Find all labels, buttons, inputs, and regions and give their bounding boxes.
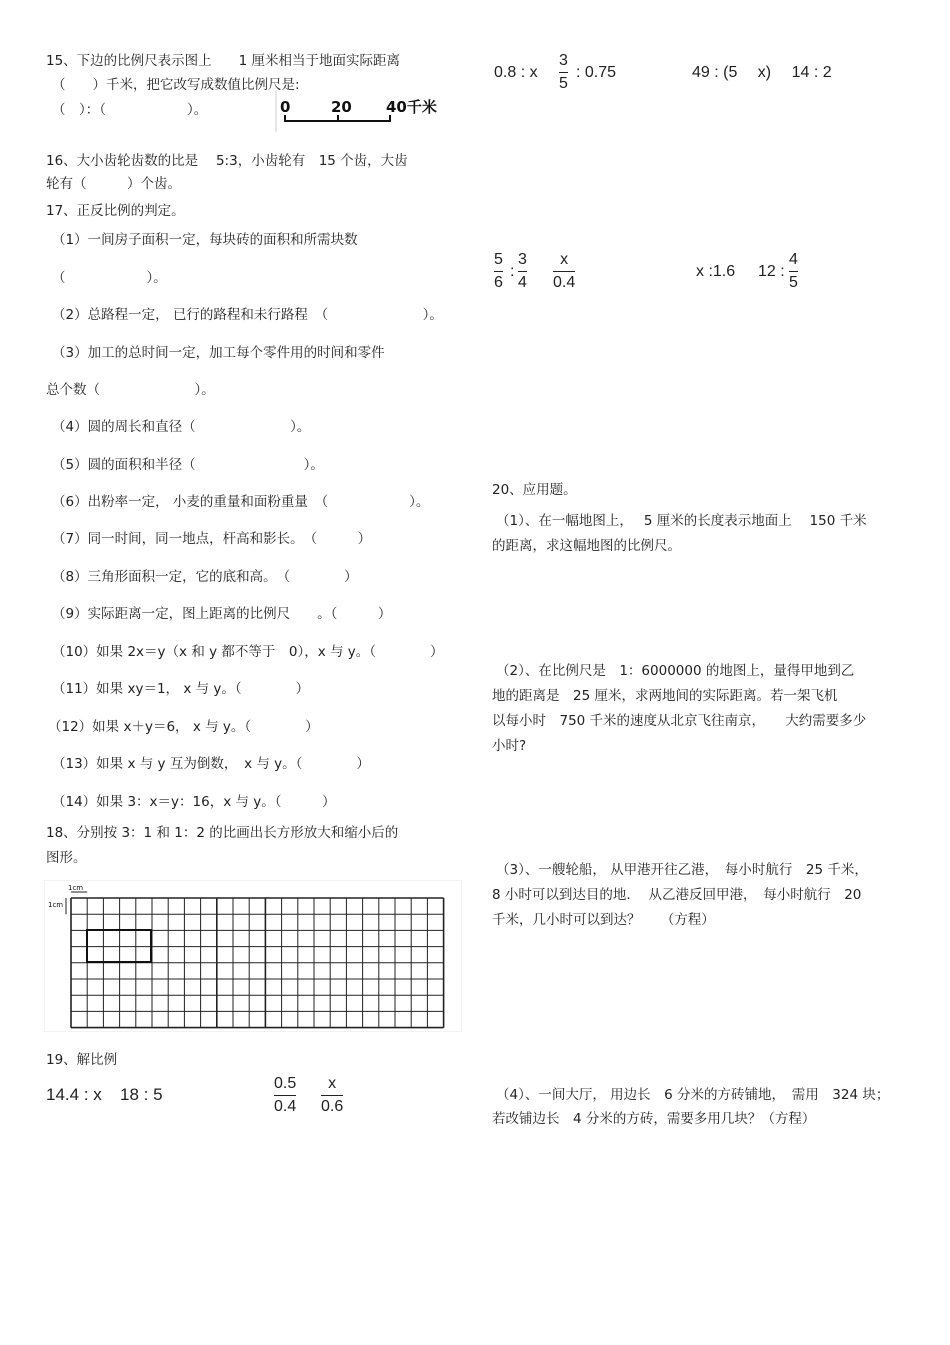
eq6-mid: 12 :: [758, 263, 785, 280]
q15-line1: 15、下边的比例尺表示图上 1 厘米相当于地面实际距离: [46, 53, 401, 69]
q20-p4-line: 若改铺边长 4 分米的方砖，需要多用几块？（方程）: [492, 1111, 816, 1127]
q15-line2: （ ）千米，把它改写成数值比例尺是:: [52, 77, 300, 93]
q19-title: 19、解比例: [46, 1052, 118, 1068]
eq1-left: 14.4 : x: [46, 1085, 102, 1104]
q16-line1: 16、大小齿轮齿数的比是 5:3，小齿轮有 15 个齿，大齿: [46, 153, 408, 169]
q17-item: 总个数（ ）。: [46, 382, 215, 398]
q20-title: 20、应用题。: [492, 482, 577, 498]
numerator: 0.5: [274, 1075, 297, 1092]
q17-item: （3）加工的总时间一定，加工每个零件用的时间和零件: [52, 345, 385, 361]
eq5-sep: :: [510, 263, 515, 280]
eq1-right: 18 : 5: [120, 1085, 163, 1104]
q18-line1: 18、分别按 3：1 和 1：2 的比画出长方形放大和缩小后的: [46, 825, 399, 841]
eq2-fraction-right: [321, 1074, 343, 1116]
scale-label-20: 20: [331, 98, 352, 116]
q17-item: （7）同一时间，同一地点，杆高和影长。 （ ）: [52, 531, 372, 547]
eq6-left: x :1.6: [696, 263, 736, 280]
q17-item: （1）一间房子面积一定，每块砖的面积和所需块数: [52, 232, 358, 248]
q17-item: （ ）。: [52, 270, 167, 286]
q20-p2-line: 小时?: [492, 738, 527, 754]
grid-figure: [44, 880, 462, 1032]
denominator: 6: [494, 274, 503, 291]
q17-item: （2）总路程一定， 已行的路程和未行路程 （ ）。: [52, 307, 443, 323]
denominator: 5: [559, 75, 568, 92]
grid-label-height: 1cm: [48, 901, 64, 909]
scale-label-0: 0: [280, 98, 291, 116]
numerator: 3: [559, 52, 568, 69]
denominator: 5: [789, 274, 798, 291]
numerator: 4: [789, 251, 798, 268]
denominator: 4: [518, 274, 527, 291]
denominator: 0.4: [274, 1098, 297, 1115]
numerator: x: [560, 251, 569, 268]
denominator: 0.4: [553, 274, 576, 291]
q17-item: （10）如果 2x＝y（x 和 y 都不等于 0），x 与 y。（ ）: [52, 644, 444, 660]
scale-bar-figure: [275, 88, 445, 134]
numerator: 3: [518, 251, 527, 268]
eq3-fraction: [559, 51, 568, 93]
q17-item: （14）如果 3：x＝y：16，x 与 y。（ ）: [52, 794, 336, 810]
eq5-fraction-2: [518, 250, 527, 292]
q17-title: 17、正反比例的判定。: [46, 203, 185, 219]
eq5-fraction-3: [553, 250, 575, 292]
eq5-fraction-1: [494, 250, 503, 292]
grid-label-width: 1cm: [68, 884, 84, 892]
q15-line3: （ ）：（ ）。: [52, 102, 208, 118]
numerator: 5: [494, 251, 503, 268]
q17-item: （6）出粉率一定， 小麦的重量和面粉重量 （ ）。: [52, 494, 430, 510]
q20-p3-line: 千米，几小时可以到达？ （方程）: [492, 912, 715, 928]
eq3-left: 0.8 : x: [494, 64, 538, 81]
denominator: 0.6: [321, 1098, 344, 1115]
q20-p4-line: （4）、一间大厅， 用边长 6 分米的方砖铺地， 需用 324 块；: [496, 1087, 890, 1103]
eq2-fraction-left: [274, 1074, 296, 1116]
q20-p3-line: 8 小时可以到达目的地. 从乙港反回甲港， 每小时航行 20: [492, 887, 862, 903]
q20-p1-line: （1）、在一幅地图上， 5 厘米的长度表示地面上 150 千米: [496, 513, 867, 529]
q20-p1-line: 的距离，求这幅地图的比例尺。: [492, 538, 681, 554]
q16-line2: 轮有（ ）个齿。: [46, 176, 181, 192]
q20-p2-line: 以每小时 750 千米的速度从北京飞往南京， 大约需要多少: [492, 713, 867, 729]
q17-item: （11）如果 xy＝1， x 与 y。（ ）: [52, 681, 310, 697]
q17-item: （5）圆的面积和半径（ ）。: [52, 457, 324, 473]
q18-line2: 图形。: [46, 850, 87, 866]
q17-item: （8）三角形面积一定，它的底和高。 （ ）: [52, 569, 358, 585]
eq3-right: : 0.75: [576, 64, 617, 81]
eq4: 49 : (5 x) 14 : 2: [692, 64, 832, 81]
q20-p2-line: （2）、在比例尺是 1：6000000 的地图上，量得甲地到乙: [496, 663, 855, 679]
q17-item: （9）实际距离一定，图上距离的比例尺 。（ ）: [52, 606, 392, 622]
scale-label-40: 40千米: [386, 98, 437, 116]
numerator: x: [328, 1075, 337, 1092]
q17-item: （13）如果 x 与 y 互为倒数， x 与 y。（ ）: [52, 756, 370, 772]
q17-item: （12）如果 x＋y＝6， x 与 y。（ ）: [48, 719, 319, 735]
q20-p2-line: 地的距离是 25 厘米，求两地间的实际距离。若一架飞机: [492, 688, 838, 704]
eq6-fraction: [789, 250, 798, 292]
q17-item: （4）圆的周长和直径（ ）。: [52, 419, 311, 435]
q20-p3-line: （3）、一艘轮船， 从甲港开往乙港， 每小时航行 25 千米，: [496, 862, 868, 878]
